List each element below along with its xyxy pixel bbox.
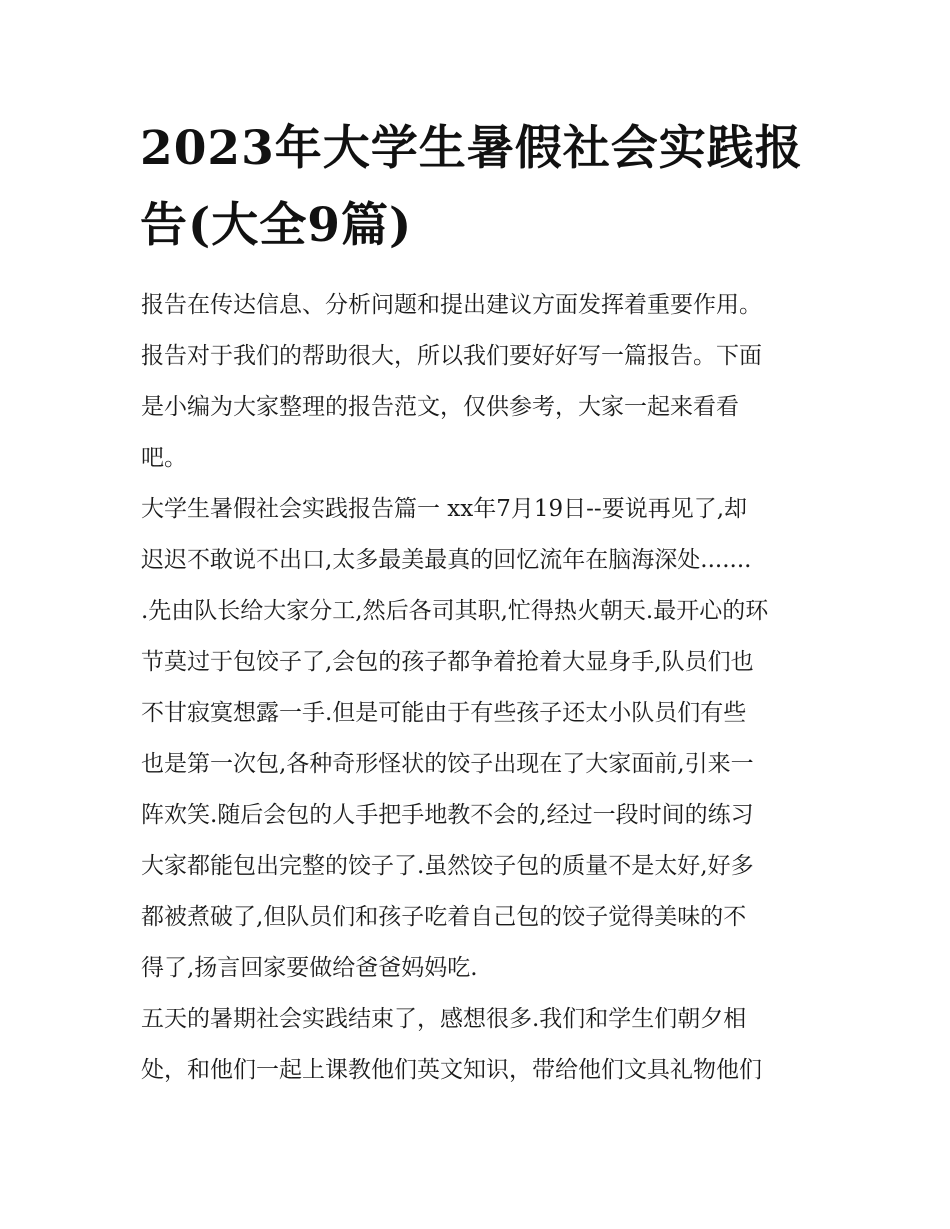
paragraph-intro: 报告在传达信息、分析问题和提出建议方面发挥着重要作用。 报告对于我们的帮助很大，所以我们要好好写一篇报告。下面 是小编为大家整理的报告范文，仅供参考，大家一起来看看 吧。: [141, 292, 762, 471]
paragraph-report-one: 大学生暑假社会实践报告篇一 xx年7月19日--要说再见了,却 迟迟不敢说不出口,太多最美最真的回忆流年在脑海深处....... .先由队长给大家分工,然后各司其职,忙得热火朝天.最开心的环 节莫过于包饺子了,会包的孩子都争着抢着大显身手,队员们也 不甘寂寞想露一手.但是可能由于有些孩子还太小队员们有些 也是第一次包,各种奇形怪状的饺子出现在了大家面前,引来一 阵欢笑.随后会包的人手把手地教不会的,经过一段时间的练习 大家都能包出完整的饺子了.虽然饺子包的质量不是太好,好多 都被煮破了,但队员们和孩子吃着自己包的饺子觉得美味的不 得了,扬言回家要做给爸爸妈妈吃.: [141, 496, 769, 981]
page-title: 2023年大学生暑假社会实践报 告(大全9篇): [140, 121, 803, 253]
paragraph-reflection: 五天的暑期社会实践结束了，感想很多.我们和学生们朝夕相 处，和他们一起上课教他们英文知识，带给他们文具礼物他们: [141, 1006, 762, 1083]
document-body: [141, 280, 821, 1096]
